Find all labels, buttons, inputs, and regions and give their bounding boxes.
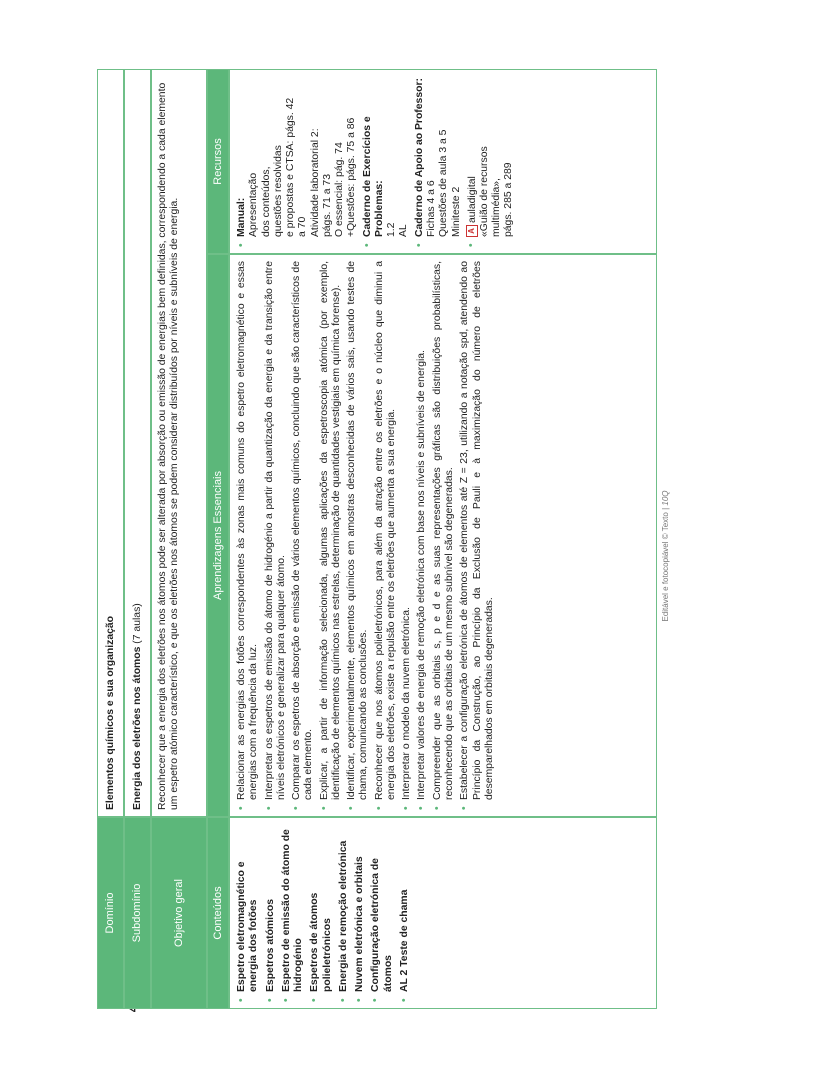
manual-line: págs. 71 a 73 — [321, 174, 333, 237]
recurso-manual — [236, 76, 359, 247]
caderno-exercicios-line: AL — [398, 224, 410, 237]
caderno-professor-line: Fichas 4 a 6 — [425, 180, 437, 237]
subdominio-label: Subdomínio — [124, 817, 151, 1009]
conteudo-item: • Configuração eletrónica de átomos — [370, 824, 395, 1002]
manual-line: e propostas e CTSA: págs. 42 — [285, 97, 297, 237]
subdominio-value — [124, 69, 151, 817]
col-header-recursos: Recursos — [207, 69, 229, 254]
conteudo-item: • Nuvem eletrónica e orbitais — [354, 824, 366, 1002]
manual-line: a 70 — [297, 216, 309, 237]
aula-digital-line: págs. 285 a 289 — [503, 162, 515, 237]
caderno-exercicios-line: 1.2 — [386, 222, 398, 237]
caderno-exercicios-heading: • Caderno de Exercícios e Problemas: — [361, 116, 385, 237]
aula-digital-line: «Guião de recursos — [478, 146, 490, 237]
aprendizagem-item: • Interpretar o modelo da nuvem eletrónica. — [401, 261, 413, 810]
manual-line: Apresentação — [248, 172, 260, 237]
aula-digital-line: multimédia», — [491, 178, 503, 237]
manual-line: questões resolvidas — [272, 145, 284, 237]
aprendizagem-item: • Reconhecer que nos átomos polieletrónicos, para além da atração entre os eletrões e o núcleo que diminui a energia dos eletrões, existe a repulsão entre os eletrões que aumenta a sua energia. — [374, 261, 399, 810]
conteudo-item: • Espetros de átomos polieletrónicos — [309, 824, 334, 1002]
recurso-caderno-professor — [414, 76, 463, 247]
objetivo-label: Objetivo geral — [151, 817, 207, 1009]
conteudo-item: • Espetro eletromagnético e energia dos fotões — [236, 824, 261, 1002]
caderno-professor-heading: • Caderno de Apoio ao Professor: — [413, 78, 425, 237]
manual-line: +Questões: págs. 75 a 86 — [346, 117, 358, 237]
subdominio-bold: Energia dos eletrões nos átomos — [132, 646, 143, 810]
aprendizagem-item: • Explicar, a partir de informação selecionada, algumas aplicações da espetroscopia atómica (por exemplo, identificação de elementos químicos nas estrelas, determinação de quantidades vestigiais em química forense). — [319, 261, 344, 810]
conteudos-cell — [229, 817, 657, 1009]
dominio-value: Elementos químicos e sua organização — [97, 69, 124, 817]
subdominio-rest: (7 aulas) — [132, 603, 143, 647]
caderno-professor-line: Questões de aula 3 a 5 — [438, 129, 450, 237]
col-header-conteudos: Conteúdos — [207, 817, 229, 1009]
manual-line: Atividade laboratorial 2: — [309, 128, 321, 237]
aula-digital-label: auladigital — [466, 176, 478, 223]
conteudo-item: • AL 2 Teste de chama — [399, 824, 411, 1002]
dominio-label: Domínio — [97, 817, 124, 1009]
recurso-aula-digital — [466, 76, 516, 247]
aprendizagens-cell — [229, 254, 657, 817]
aprendizagem-item: • Compreender que as orbitais s, p e d e as suas representações gráficas são distribuições probabilísticas, reconhecendo que as orbitais de um mesmo subnível são degeneradas. — [432, 261, 457, 810]
objetivo-value: Reconhecer que a energia dos eletrões nos átomos pode ser alterada por absorção ou emissão de energias bem definidas, correspondendo a cada elemento um espetro atómico característico, e que os eletrões nos átomos se podem considerar distribuídos por níveis e subníveis de energia. — [151, 69, 207, 817]
footer-title: 10Q — [661, 490, 670, 506]
col-header-aprendizagens: Aprendizagens Essenciais — [207, 254, 229, 817]
conteudo-item: • Espetros atómicos — [265, 824, 277, 1002]
aula-digital-icon: A — [466, 225, 478, 237]
manual-heading: • Manual: — [236, 197, 247, 237]
aprendizagem-item: • Estabelecer a configuração eletrónica de átomos de elementos até Z = 23, utilizando a notação spd, atendendo ao Princípio da Construção, ao Princípio da Exclusão de Pauli e à maximização do número de eletrões desemparelhados em orbitais degeneradas. — [459, 261, 496, 810]
conteudo-item: • Energia de remoção eletrónica — [338, 824, 350, 1002]
caderno-professor-line: Miniteste 2 — [450, 186, 462, 237]
aprendizagem-item: • Interpretar os espetros de emissão do átomo de hidrogénio a partir da quantização da energia e da transição entre níveis eletrónicos e generalizar para qualquer átomo. — [264, 261, 289, 810]
aprendizagem-item: • Interpretar valores de energia de remoção eletrónica com base nos níveis e subníveis de energia. — [416, 261, 428, 810]
footer — [659, 406, 673, 706]
aprendizagem-item: • Identificar, experimentalmente, elementos químicos em amostras desconhecidas de vários sais, usando testes de chama, comunicando as conclusões. — [346, 261, 371, 810]
aprendizagem-item: • Comparar os espetros de absorção e emissão de vários elementos químicos, concluindo que são característicos de cada elemento. — [291, 261, 316, 810]
recursos-cell — [229, 69, 657, 254]
manual-line: dos conteúdos, — [260, 166, 272, 237]
manual-line: O essencial: pág. 74 — [334, 142, 346, 237]
aprendizagem-item: • Relacionar as energias dos fotões correspondentes às zonas mais comuns do espetro eletromagnético e essas energias com a frequência da luz. — [236, 261, 261, 810]
planning-table — [97, 69, 657, 1009]
recurso-caderno-exercicios — [362, 76, 411, 247]
conteudo-item: • Espetro de emissão do átomo de hidrogénio — [281, 824, 306, 1002]
footer-text: Editável e fotocopiável © Texto | — [661, 505, 670, 622]
